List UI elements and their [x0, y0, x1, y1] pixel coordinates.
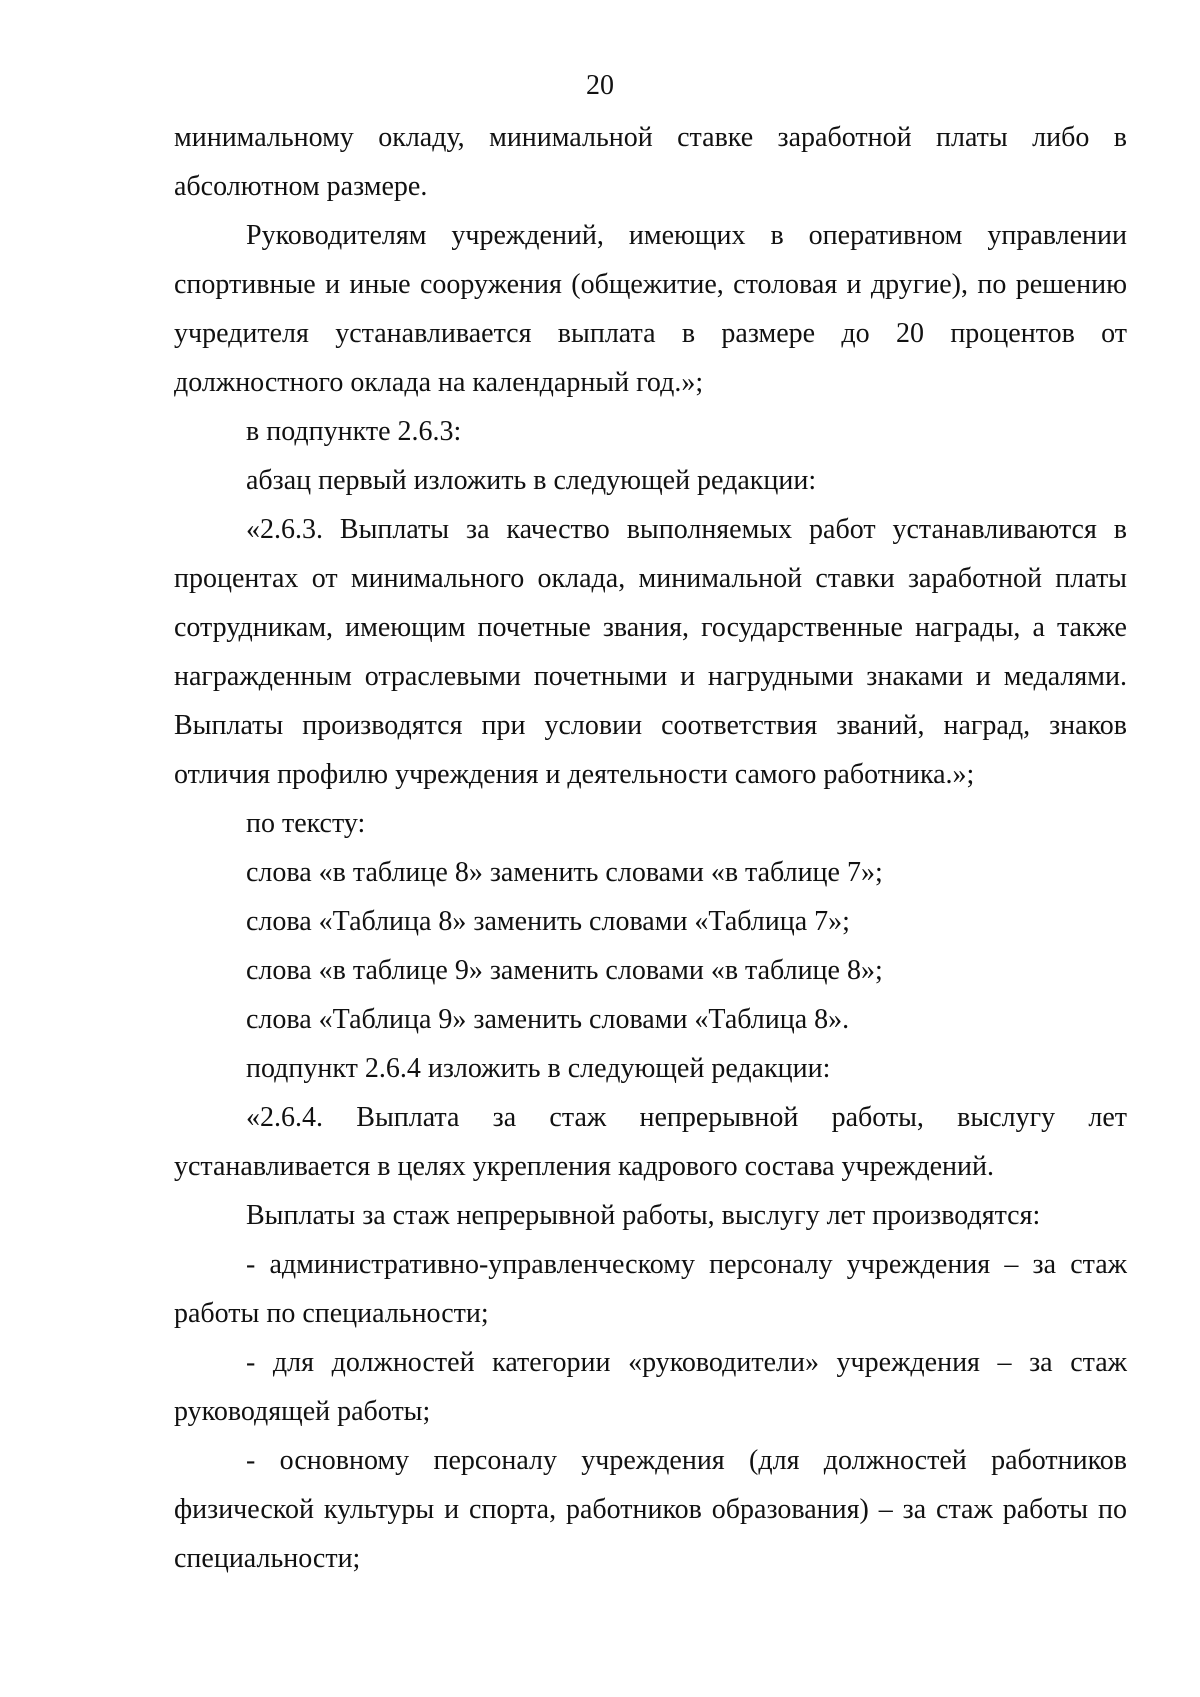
page-number: 20 [586, 70, 614, 101]
paragraph-16: - основному персоналу учреждения (для должностей работников физической культуры и спорта, работников образования) – за стаж работы по специальности; [174, 1445, 1127, 1574]
paragraph-6: по тексту: [246, 808, 366, 839]
paragraph-1: минимальному окладу, минимальной ставке заработной платы либо в абсолютном размере. [174, 122, 1127, 202]
paragraph-7: слова «в таблице 8» заменить словами «в таблице 7»; [246, 857, 883, 888]
document-body [174, 113, 1127, 1583]
paragraph-8: слова «Таблица 8» заменить словами «Таблица 7»; [246, 906, 850, 937]
paragraph-10: слова «Таблица 9» заменить словами «Таблица 8». [246, 1004, 850, 1035]
paragraph-3: в подпункте 2.6.3: [246, 416, 462, 447]
paragraph-15: - для должностей категории «руководители» учреждения – за стаж руководящей работы; [174, 1347, 1127, 1427]
paragraph-5: «2.6.3. Выплаты за качество выполняемых работ устанавливаются в процентах от минимального оклада, минимальной ставки заработной платы сотрудникам, имеющим почетные звания, государственные награды, а также награжденным отраслевыми почетными и нагрудными знаками и медалями. Выплаты производятся при условии соответствия званий, наград, знаков отличия профилю учреждения и деятельности самого работника.»; [174, 514, 1127, 790]
paragraph-2: Руководителям учреждений, имеющих в оперативном управлении спортивные и иные сооружения (общежитие, столовая и другие), по решению учредителя устанавливается выплата в размере до 20 процентов от должностного оклада на календарный год.»; [174, 220, 1127, 398]
paragraph-4: абзац первый изложить в следующей редакции: [246, 465, 817, 496]
paragraph-14: - административно-управленческому персоналу учреждения – за стаж работы по специальности; [174, 1249, 1127, 1329]
paragraph-12: «2.6.4. Выплата за стаж непрерывной работы, выслугу лет устанавливается в целях укрепления кадрового состава учреждений. [174, 1102, 1127, 1182]
paragraph-13: Выплаты за стаж непрерывной работы, выслугу лет производятся: [246, 1200, 1041, 1231]
paragraph-11: подпункт 2.6.4 изложить в следующей редакции: [246, 1053, 831, 1084]
paragraph-9: слова «в таблице 9» заменить словами «в таблице 8»; [246, 955, 883, 986]
